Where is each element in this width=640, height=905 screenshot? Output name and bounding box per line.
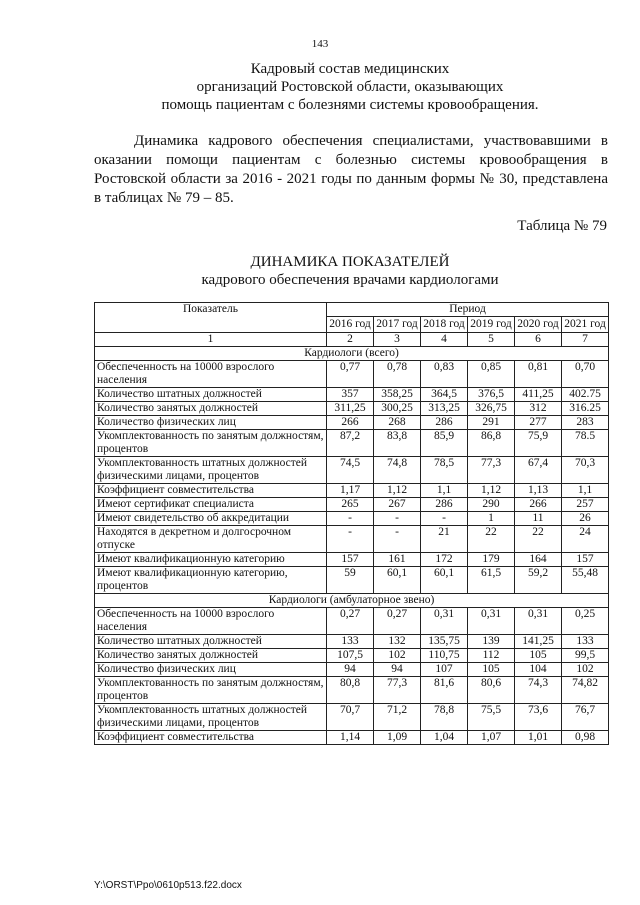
header-year: 2021 год	[562, 317, 609, 333]
cell-value: 0,70	[562, 361, 609, 388]
header-column-number: 3	[374, 333, 421, 347]
cell-value: 94	[327, 663, 374, 677]
cell-value: 60,1	[374, 567, 421, 594]
cell-value: 107,5	[327, 649, 374, 663]
cell-value: 75,9	[515, 430, 562, 457]
cell-value: 135,75	[421, 635, 468, 649]
cell-value: 112	[468, 649, 515, 663]
cell-value: 141,25	[515, 635, 562, 649]
cell-value: 311,25	[327, 402, 374, 416]
row-label: Количество занятых должностей	[95, 649, 327, 663]
cell-value: 78.5	[562, 430, 609, 457]
cell-value: 24	[562, 526, 609, 553]
cell-value: 70,7	[327, 704, 374, 731]
row-label: Коэффициент совместительства	[95, 484, 327, 498]
cell-value: 1,12	[374, 484, 421, 498]
cell-value: 0,85	[468, 361, 515, 388]
cell-value: 290	[468, 498, 515, 512]
cell-value: 74,82	[562, 677, 609, 704]
header-year: 2018 год	[421, 317, 468, 333]
table-row	[95, 512, 609, 526]
row-label: Имеют квалификационную категорию	[95, 553, 327, 567]
cell-value: 0,83	[421, 361, 468, 388]
table-row	[95, 388, 609, 402]
cell-value: 71,2	[374, 704, 421, 731]
row-label: Укомплектованность штатных должностей физическими лицами, процентов	[95, 704, 327, 731]
cell-value: 133	[327, 635, 374, 649]
cell-value: 78,8	[421, 704, 468, 731]
cell-value: -	[421, 512, 468, 526]
cell-value: 105	[468, 663, 515, 677]
header-column-number: 2	[327, 333, 374, 347]
table-row	[95, 704, 609, 731]
header-year: 2017 год	[374, 317, 421, 333]
cell-value: 74,5	[327, 457, 374, 484]
cell-value: 286	[421, 416, 468, 430]
cell-value: 1,1	[562, 484, 609, 498]
row-label: Имеют сертификат специалиста	[95, 498, 327, 512]
cell-value: 312	[515, 402, 562, 416]
cell-value: 286	[421, 498, 468, 512]
cell-value: 291	[468, 416, 515, 430]
cell-value: 67,4	[515, 457, 562, 484]
cell-value: 99,5	[562, 649, 609, 663]
table-row	[95, 416, 609, 430]
cell-value: 402.75	[562, 388, 609, 402]
row-label: Коэффициент совместительства	[95, 731, 327, 745]
cell-value: 74,8	[374, 457, 421, 484]
header-column-number: 7	[562, 333, 609, 347]
cell-value: 277	[515, 416, 562, 430]
cell-value: 300,25	[374, 402, 421, 416]
cell-value: 0,81	[515, 361, 562, 388]
table-row	[95, 608, 609, 635]
document-title	[60, 60, 640, 114]
cell-value: 1,12	[468, 484, 515, 498]
cell-value: 257	[562, 498, 609, 512]
cell-value: 0,31	[515, 608, 562, 635]
table-row	[95, 635, 609, 649]
row-label: Количество физических лиц	[95, 663, 327, 677]
cell-value: 139	[468, 635, 515, 649]
cell-value: 110,75	[421, 649, 468, 663]
row-label: Обеспеченность на 10000 взрослого населения	[95, 361, 327, 388]
cell-value: 0,25	[562, 608, 609, 635]
title-line: помощь пациентам с болезнями системы кровообращения.	[161, 97, 539, 113]
cell-value: 74,3	[515, 677, 562, 704]
cell-value: 358,25	[374, 388, 421, 402]
cell-value: 80,8	[327, 677, 374, 704]
cell-value: 132	[374, 635, 421, 649]
row-label: Укомплектованность по занятым должностям, процентов	[95, 677, 327, 704]
section-title: Кардиологи (амбулаторное звено)	[95, 594, 609, 608]
table-row	[95, 498, 609, 512]
cell-value: 364,5	[421, 388, 468, 402]
cell-value: 22	[515, 526, 562, 553]
cell-value: 77,3	[374, 677, 421, 704]
table-row	[95, 649, 609, 663]
cell-value: 85,9	[421, 430, 468, 457]
title-line: организаций Ростовской области, оказывающих	[196, 79, 504, 95]
row-label: Количество занятых должностей	[95, 402, 327, 416]
cell-value: -	[374, 512, 421, 526]
cell-value: 164	[515, 553, 562, 567]
header-indicator: Показатель	[95, 303, 327, 333]
cell-value: 1,14	[327, 731, 374, 745]
cell-value: 107	[421, 663, 468, 677]
cell-value: 1,1	[421, 484, 468, 498]
cell-value: 179	[468, 553, 515, 567]
intro-text: Динамика кадрового обеспечения специалистами, участвовавшими в оказании помощи пациентам с болезнью системы кровообращения в Ростовской области за 2016 - 2021 годы по данным формы № 30, представлена в таблицах № 79 – 85.	[94, 133, 608, 206]
cell-value: 87,2	[327, 430, 374, 457]
section-title: Кардиологи (всего)	[95, 347, 609, 361]
page-number: 143	[311, 38, 329, 50]
cell-value: 80,6	[468, 677, 515, 704]
cell-value: 70,3	[562, 457, 609, 484]
cell-value: 0,78	[374, 361, 421, 388]
cell-value: 283	[562, 416, 609, 430]
cell-value: 55,48	[562, 567, 609, 594]
header-year: 2019 год	[468, 317, 515, 333]
cell-value: 26	[562, 512, 609, 526]
cell-value: 133	[562, 635, 609, 649]
cell-value: 157	[562, 553, 609, 567]
table-row	[95, 567, 609, 594]
cell-value: 77,3	[468, 457, 515, 484]
cell-value: 313,25	[421, 402, 468, 416]
cell-value: 1,17	[327, 484, 374, 498]
row-label: Количество штатных должностей	[95, 635, 327, 649]
cell-value: 376,5	[468, 388, 515, 402]
cell-value: -	[374, 526, 421, 553]
section-row	[95, 594, 609, 608]
cell-value: 266	[327, 416, 374, 430]
cell-value: 59,2	[515, 567, 562, 594]
cell-value: 267	[374, 498, 421, 512]
cell-value: 0,77	[327, 361, 374, 388]
cell-value: 0,27	[374, 608, 421, 635]
cell-value: 59	[327, 567, 374, 594]
cell-value: 76,7	[562, 704, 609, 731]
cell-value: 102	[374, 649, 421, 663]
intro-paragraph	[94, 132, 608, 208]
cell-value: 265	[327, 498, 374, 512]
cell-value: 1,07	[468, 731, 515, 745]
table-row	[95, 526, 609, 553]
cell-value: -	[327, 512, 374, 526]
table-label: Таблица № 79	[517, 218, 607, 234]
cell-value: 60,1	[421, 567, 468, 594]
header-column-number: 1	[95, 333, 327, 347]
cardiologist-staffing-table	[94, 302, 609, 745]
file-path-footer: Y:\ORST\Ppo\0610p513.f22.docx	[94, 880, 242, 891]
cell-value: 268	[374, 416, 421, 430]
table-row	[95, 677, 609, 704]
row-label: Количество штатных должностей	[95, 388, 327, 402]
cell-value: 75,5	[468, 704, 515, 731]
header-column-number: 5	[468, 333, 515, 347]
table-row	[95, 457, 609, 484]
cell-value: 157	[327, 553, 374, 567]
cell-value: 78,5	[421, 457, 468, 484]
table-row	[95, 361, 609, 388]
cell-value: 102	[562, 663, 609, 677]
table-row	[95, 731, 609, 745]
header-column-number: 4	[421, 333, 468, 347]
cell-value: -	[327, 526, 374, 553]
cell-value: 81,6	[421, 677, 468, 704]
cell-value: 61,5	[468, 567, 515, 594]
row-label: Количество физических лиц	[95, 416, 327, 430]
cell-value: 86,8	[468, 430, 515, 457]
cell-value: 1,04	[421, 731, 468, 745]
cell-value: 316.25	[562, 402, 609, 416]
table-row	[95, 553, 609, 567]
header-period: Период	[327, 303, 609, 317]
cell-value: 83,8	[374, 430, 421, 457]
cell-value: 0,31	[421, 608, 468, 635]
header-year: 2016 год	[327, 317, 374, 333]
cell-value: 1	[468, 512, 515, 526]
cell-value: 357	[327, 388, 374, 402]
table-row	[95, 484, 609, 498]
row-label: Находятся в декретном и долгосрочном отпуске	[95, 526, 327, 553]
cell-value: 11	[515, 512, 562, 526]
table-heading	[60, 253, 640, 289]
cell-value: 1,01	[515, 731, 562, 745]
cell-value: 22	[468, 526, 515, 553]
cell-value: 0,31	[468, 608, 515, 635]
cell-value: 411,25	[515, 388, 562, 402]
cell-value: 21	[421, 526, 468, 553]
table-row	[95, 663, 609, 677]
cell-value: 266	[515, 498, 562, 512]
row-label: Укомплектованность штатных должностей физическими лицами, процентов	[95, 457, 327, 484]
header-year: 2020 год	[515, 317, 562, 333]
cell-value: 172	[421, 553, 468, 567]
table-row	[95, 430, 609, 457]
cell-value: 73,6	[515, 704, 562, 731]
row-label: Обеспеченность на 10000 взрослого населения	[95, 608, 327, 635]
header-column-number: 6	[515, 333, 562, 347]
cell-value: 326,75	[468, 402, 515, 416]
cell-value: 161	[374, 553, 421, 567]
cell-value: 104	[515, 663, 562, 677]
section-row	[95, 347, 609, 361]
table-heading-subtitle: кадрового обеспечения врачами кардиологами	[201, 272, 499, 288]
row-label: Имеют свидетельство об аккредитации	[95, 512, 327, 526]
cell-value: 0,98	[562, 731, 609, 745]
title-line: Кадровый состав медицинских	[250, 61, 450, 77]
row-label: Укомплектованность по занятым должностям, процентов	[95, 430, 327, 457]
cell-value: 105	[515, 649, 562, 663]
cell-value: 0,27	[327, 608, 374, 635]
cell-value: 1,13	[515, 484, 562, 498]
table-heading-title: ДИНАМИКА ПОКАЗАТЕЛЕЙ	[250, 254, 450, 270]
cell-value: 1,09	[374, 731, 421, 745]
table-row	[95, 402, 609, 416]
row-label: Имеют квалификационную категорию, процентов	[95, 567, 327, 594]
cell-value: 94	[374, 663, 421, 677]
